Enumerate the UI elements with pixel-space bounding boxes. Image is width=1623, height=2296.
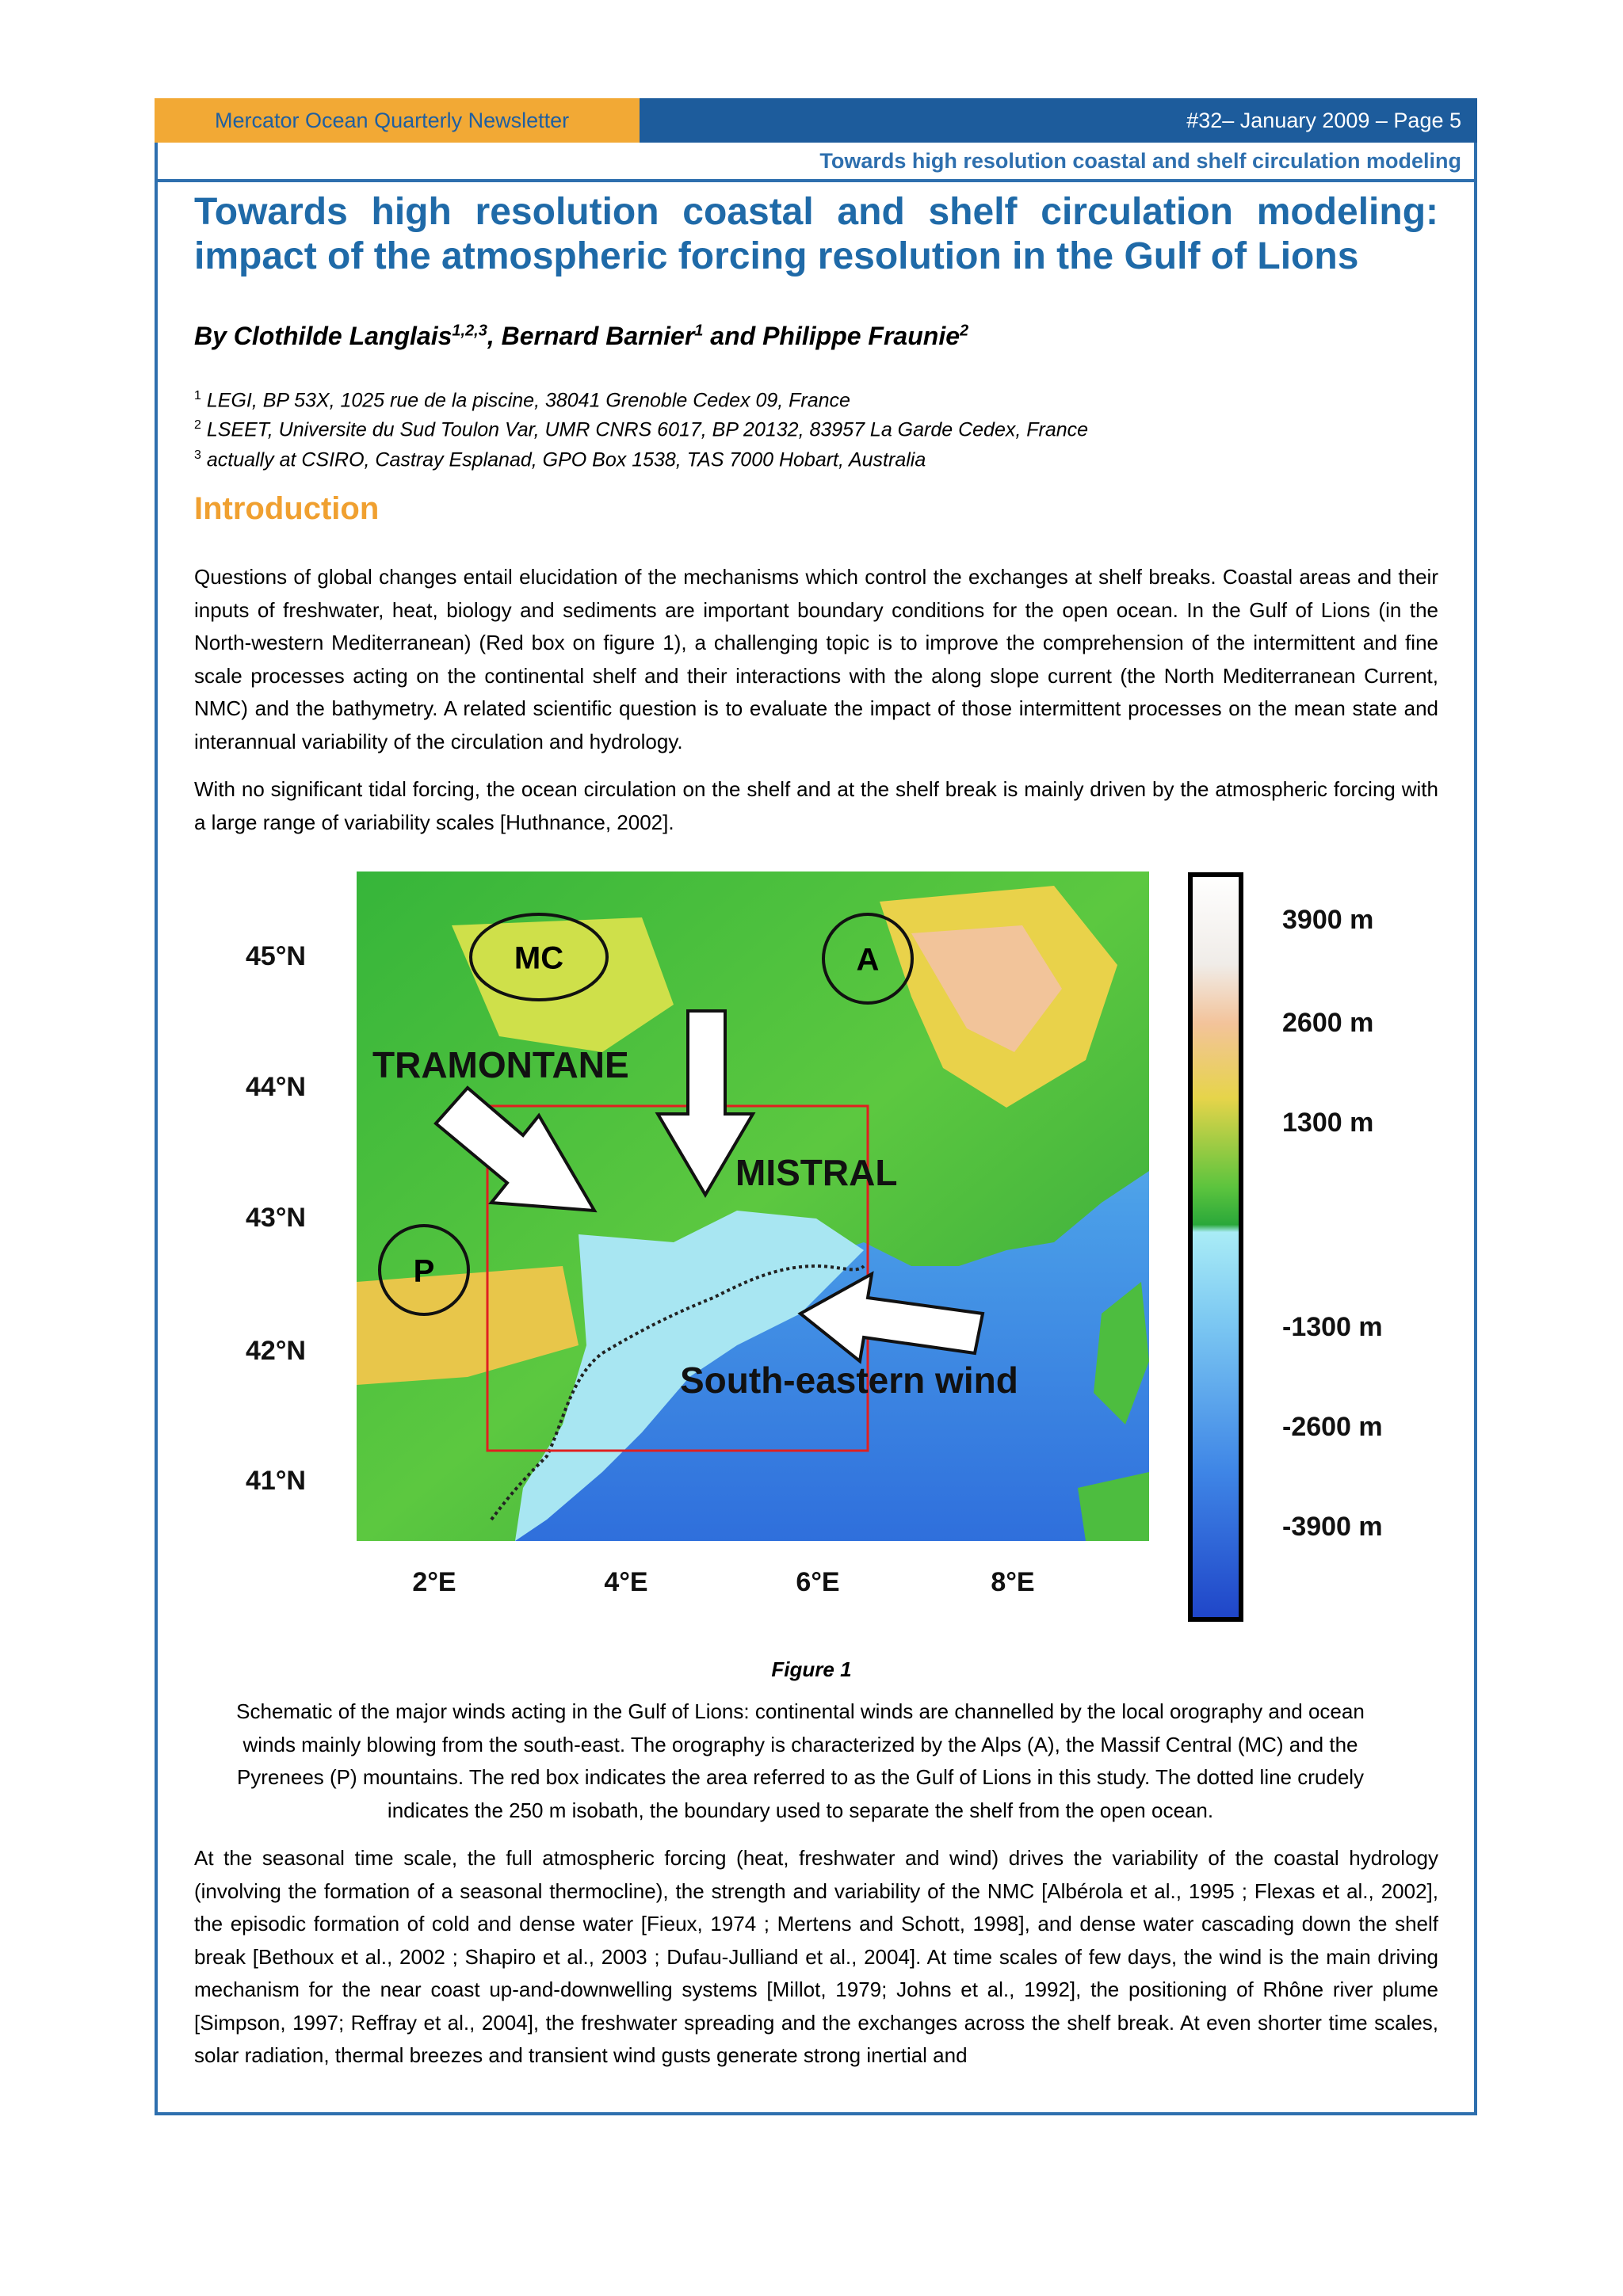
lon-tick-label: 4°E bbox=[604, 1567, 648, 1597]
running-title: Towards high resolution coastal and shelf circulation modeling bbox=[155, 143, 1477, 182]
affiliation-text: LEGI, BP 53X, 1025 rue de la piscine, 38041 Grenoble Cedex 09, France bbox=[206, 389, 850, 412]
newsletter-header bbox=[155, 98, 1477, 143]
label-mc: MC bbox=[514, 940, 564, 976]
label-mistral: MISTRAL bbox=[735, 1152, 898, 1193]
lon-tick-label: 8°E bbox=[991, 1567, 1035, 1597]
lat-tick-label: 41°N bbox=[246, 1466, 306, 1496]
figure-1 bbox=[230, 870, 1419, 1630]
colorbar-label: -1300 m bbox=[1282, 1312, 1383, 1342]
section-heading-introduction: Introduction bbox=[194, 491, 380, 526]
colorbar-label: 2600 m bbox=[1282, 1008, 1374, 1038]
affiliations bbox=[194, 383, 1088, 472]
newsletter-name: Mercator Ocean Quarterly Newsletter bbox=[155, 98, 640, 143]
lat-tick-label: 45°N bbox=[246, 941, 306, 971]
article-title bbox=[194, 190, 1438, 279]
issue-page-label: #32– January 2009 – Page 5 bbox=[640, 98, 1477, 143]
author-2: , Bernard Barnier bbox=[487, 322, 695, 350]
lat-tick-label: 44°N bbox=[246, 1072, 306, 1102]
label-pyrenees: P bbox=[413, 1253, 435, 1289]
article-title-line1: Towards high resolution coastal and shelf circulation modeling: bbox=[194, 191, 1438, 233]
lat-tick-label: 43°N bbox=[246, 1203, 306, 1233]
label-alps: A bbox=[856, 942, 880, 978]
figure-1-map bbox=[230, 870, 1419, 1630]
affiliation-number: 3 bbox=[194, 448, 201, 462]
affiliation-number: 2 bbox=[194, 418, 201, 433]
affiliation-item bbox=[194, 443, 1088, 472]
affiliation-text: LSEET, Universite du Sud Toulon Var, UMR CNRS 6017, BP 20132, 83957 La Garde Cedex, France bbox=[206, 418, 1089, 441]
paragraph-3: At the seasonal time scale, the full atmospheric forcing (heat, freshwater and wind) drives the variability of the coastal hydrology (involving the formation of a seasonal thermocline), the strength and variability of the NMC [Albérola et al., 1995 ; Flexas et al., 2002], the episodic formation of cold and dense water [Fieux, 1974 ; Mertens and Schott, 1998], and dense water cascading down the shelf break [Bethoux et al., 2002 ; Shapiro et al., 2003 ; Dufau-Julliand et al., 2004]. At time scales of few days, the wind is the main driving mechanism for the near coast up-and-downwelling systems [Millot, 1979; Johns et al., 1992], the positioning of Rhône river plume [Simpson, 1997; Reffray et al., 2004], the freshwater spreading and the exchanges across the shelf break. At even shorter time scales, solar radiation, thermal breezes and transient wind gusts generate strong inertial and bbox=[194, 1846, 1438, 2067]
author-1: By Clothilde Langlais bbox=[194, 322, 453, 350]
author-list bbox=[194, 322, 968, 351]
figure-1-title: Figure 1 bbox=[771, 1657, 852, 1681]
author-3: and Philippe Fraunie bbox=[703, 322, 960, 350]
affiliation-item bbox=[194, 383, 1088, 413]
author-3-affil: 2 bbox=[960, 322, 969, 340]
lon-tick-label: 6°E bbox=[796, 1567, 840, 1597]
colorbar-label: -3900 m bbox=[1282, 1512, 1383, 1542]
label-tramontane: TRAMONTANE bbox=[372, 1044, 629, 1085]
figure-1-caption: Schematic of the major winds acting in the Gulf of Lions: continental winds are channelled by the local orography and ocean winds mainly blowing from the south-east. The orography is characterized by the Alps (A), the Massif Central (MC) and the Pyrenees (P) mountains. The red box indicates the area referred to as the Gulf of Lions in this study. The dotted line crudely indicates the 250 m isobath, the boundary used to separate the shelf from the open ocean. bbox=[236, 1699, 1365, 1822]
affiliation-item bbox=[194, 413, 1088, 442]
lon-tick-label: 2°E bbox=[412, 1567, 456, 1597]
colorbar-label: 3900 m bbox=[1282, 905, 1374, 935]
author-2-affil: 1 bbox=[694, 322, 704, 340]
article-title-line2: impact of the atmospheric forcing resolution in the Gulf of Lions bbox=[194, 235, 1359, 277]
colorbar-label: 1300 m bbox=[1282, 1108, 1374, 1138]
label-southeast-wind: South-eastern wind bbox=[680, 1360, 1018, 1401]
affiliation-number: 1 bbox=[194, 389, 201, 402]
depth-colorbar bbox=[1190, 875, 1241, 1619]
affiliation-text: actually at CSIRO, Castray Esplanad, GPO Box 1538, TAS 7000 Hobart, Australia bbox=[206, 448, 926, 471]
paragraph-2: With no significant tidal forcing, the ocean circulation on the shelf and at the shelf break is mainly driven by the atmospheric forcing with a large range of variability scales [Huthnance, 2002]. bbox=[194, 777, 1438, 834]
lat-tick-label: 42°N bbox=[246, 1336, 306, 1366]
colorbar-label: -2600 m bbox=[1282, 1412, 1383, 1442]
author-1-affil: 1,2,3 bbox=[452, 322, 487, 340]
paragraph-1: Questions of global changes entail elucidation of the mechanisms which control the exchanges at shelf breaks. Coastal areas and their inputs of freshwater, heat, biology and sediments are important boundary conditions for the open ocean. In the Gulf of Lions (in the North-western Mediterranean) (Red box on figure 1), a challenging topic is to improve the comprehension of the intermittent and fine scale processes acting on the continental shelf and their interactions with the along slope current (the North Mediterranean Current, NMC) and the bathymetry. A related scientific question is to evaluate the impact of those intermittent processes on the mean state and interannual variability of the circulation and hydrology. bbox=[194, 565, 1438, 753]
